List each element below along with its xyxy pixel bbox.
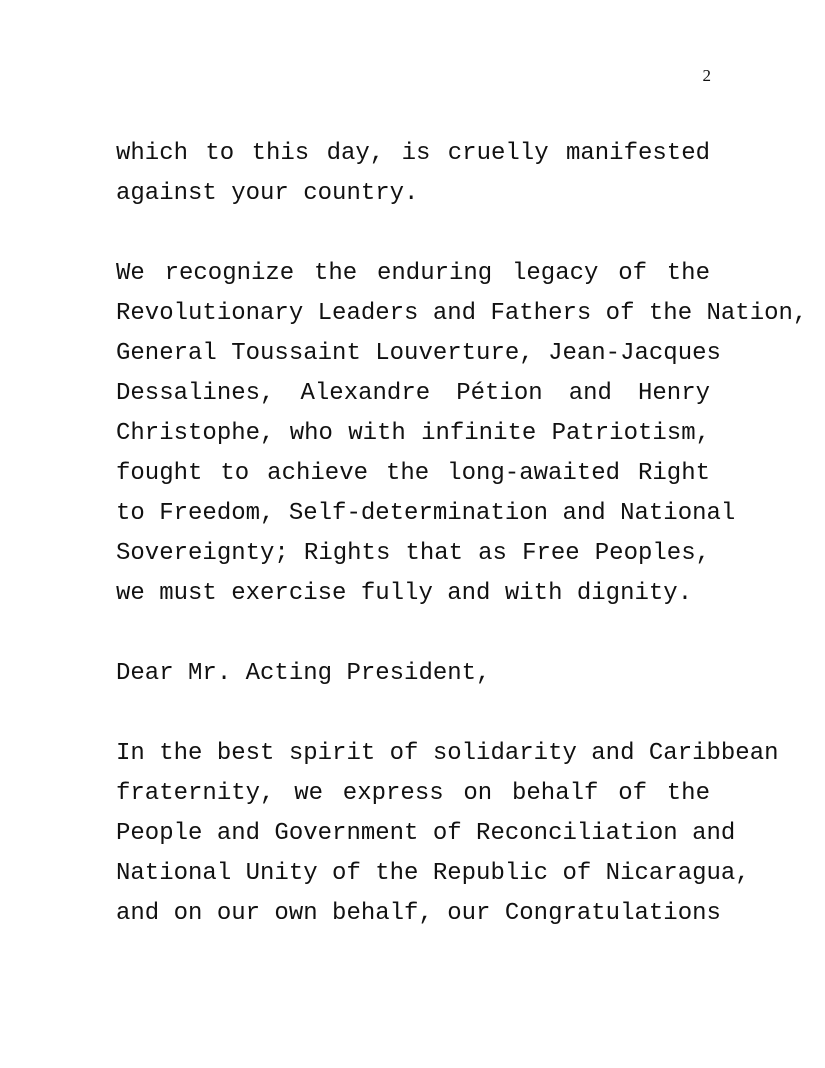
paragraph: [116, 134, 710, 214]
text-line: Dessalines, Alexandre Pétion and Henry: [116, 380, 710, 407]
text-line: Sovereignty; Rights that as Free Peoples,: [116, 540, 710, 567]
text-line: to Freedom, Self-determination and National: [116, 500, 736, 527]
text-line: Christophe, who with infinite Patriotism,: [116, 420, 710, 447]
letter-body: [116, 134, 808, 974]
text-line: against your country.: [116, 180, 419, 207]
text-line: In the best spirit of solidarity and Caribbean: [116, 740, 779, 767]
paragraph: [116, 254, 808, 614]
text-line: General Toussaint Louverture, Jean-Jacques: [116, 340, 721, 367]
text-line: fought to achieve the long-awaited Right: [116, 460, 710, 487]
text-line: fraternity, we express on behalf of the: [116, 780, 710, 807]
paragraph: [116, 734, 779, 934]
text-line: which to this day, is cruelly manifested: [116, 140, 710, 167]
text-line: People and Government of Reconciliation and: [116, 820, 736, 847]
page-number: 2: [702, 66, 711, 85]
salutation: [116, 654, 710, 694]
text-line: Revolutionary Leaders and Fathers of the Nation,: [116, 300, 808, 327]
text-line: we must exercise fully and with dignity.: [116, 580, 693, 607]
text-line: Dear Mr. Acting President,: [116, 660, 491, 687]
text-line: National Unity of the Republic of Nicaragua,: [116, 860, 750, 887]
text-line: and on our own behalf, our Congratulations: [116, 900, 721, 927]
text-line: We recognize the enduring legacy of the: [116, 260, 710, 287]
